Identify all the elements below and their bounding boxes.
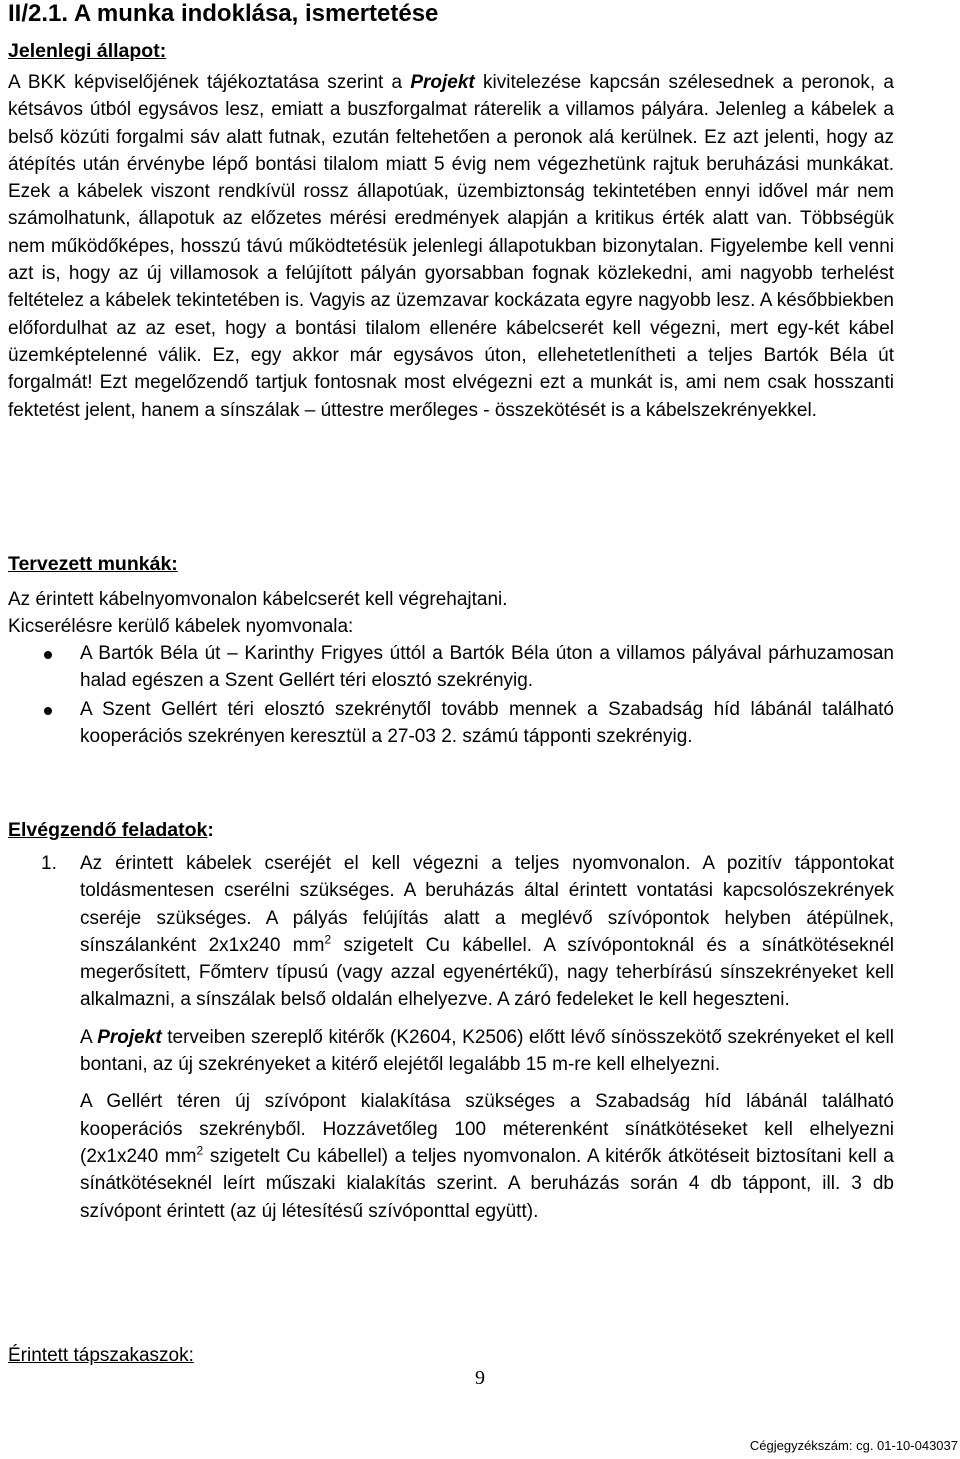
company-registration: Cégjegyzékszám: cg. 01-10-043037 [749, 1438, 958, 1453]
task-paragraph-1 [80, 850, 894, 1014]
bullet-icon [44, 651, 52, 659]
planned-works-line1: Az érintett kábelnyomvonalon kábelcserét kell végrehajtani. [8, 589, 508, 610]
superscript: 2 [196, 1143, 204, 1158]
task-paragraph-2 [80, 1024, 894, 1079]
task-paragraph-3 [80, 1088, 894, 1224]
task3-text-b: szigetelt Cu kábellel) a teljes nyomvonalon. A kitérők átkötéseit biztosítani kell a sínátkötéseknél leírt műszaki kialakítás szerint. A beruházás során 4 db táppont, ill. 3 db szívópont érintett (az új létesítésű szívóponttal együtt). [80, 1145, 894, 1222]
section-tasks [8, 850, 894, 1225]
bullet-icon [44, 707, 52, 715]
task2-text-b: terveiben szereplő kitérők (K2604, K2506) előtt lévő sínösszekötő szekrényeket el kell bontani, az új szekrényeket a kitérő elejétől legalább 15 m-re kell elhelyezni. [80, 1026, 894, 1076]
bullet-text: A Szent Gellért téri elosztó szekrénytől tovább mennek a Szabadság híd lábánál található kooperációs szekrényen keresztül a 27-03 2. számú tápponti szekrényig. [80, 698, 894, 747]
task-text-a: Az érintett kábelek cseréjét el kell végezni a teljes nyomvonalon. A pozitív táppontokat toldásmentesen cserélni szükséges. A beruházás által érintett vontatási kapcsolószekrények cseréje szükséges. A pályás felújítás alatt a meglévő szívópontok helyben átépülnek, sínszálanként 2x1x240 mm [80, 853, 894, 956]
affected-sections-heading: Érintett tápszakaszok: [8, 1345, 194, 1366]
cable-route-list [8, 640, 894, 751]
task-text-b: szigetelt Cu kábellel. A szívópontoknál és a sínátkötéseknél megerősített, Főmterv típusú (vagy azzal egyenértékű), nagy teherbírású sínszekrényeket kell alkalmazni, a sínszálak belső oldalán elhelyezve. A záró fedeleket le kell hegeszteni. [80, 934, 894, 1011]
bullet-text: A Bartók Béla út – Karinthy Frigyes úttól a Bartók Béla úton a villamos pályával párhuzamosan halad egészen a Szent Gellért téri elosztó szekrényig. [80, 643, 894, 692]
planned-works-heading: Tervezett munkák: [8, 553, 178, 575]
current-state-paragraph [8, 69, 894, 424]
section-current-state [8, 38, 894, 424]
list-item [8, 640, 894, 695]
current-state-heading: Jelenlegi állapot: [8, 40, 167, 62]
current-state-text-a: A BKK képviselőjének tájékoztatása szerint a [8, 72, 411, 93]
page-title: II/2.1. A munka indoklása, ismertetése [8, 0, 439, 27]
task2-text-a: A [80, 1026, 98, 1048]
tasks-heading-row [8, 817, 894, 844]
list-item [8, 696, 894, 751]
projekt-term: Projekt [97, 1026, 162, 1048]
projekt-term: Projekt [410, 72, 475, 93]
section-planned-works [8, 551, 894, 641]
task3-text-a: A Gellért téren új szívópont kialakítása szükséges a Szabadság híd lábánál található kooperációs szekrényből. Hozzávetőleg 100 méterenként sínátkötéseket kell elhelyezni (2x1x240 mm [80, 1091, 894, 1167]
planned-works-line2: Kicserélésre kerülő kábelek nyomvonala: [8, 616, 354, 638]
page-number: 9 [475, 1367, 485, 1389]
list-number: 1. [41, 853, 57, 874]
current-state-text-b: kivitelezése kapcsán szélesednek a peronok, a kétsávos útból egysávos lesz, emiatt a buszforgalmat ráterelik a villamos pályára. Jelenleg a kábelek a belső közúti forgalmi sáv alatt futnak, ezután feltehetően a peronok alá kerülnek. Ez azt jelenti, hogy az átépítés után érvénybe lépő bontási tilalom miatt 5 évig nem végezhetünk rajtuk beruházási munkákat. Ezek a kábelek viszont rendkívül rossz állapotúak, üzembiztonság tekintetében ennyi idővel már nem számolhatunk, állapotuk az előzetes mérési eredmények alapján a kritikus érték alatt van. Többségük nem működőképes, hosszú távú működtetésük jelenlegi állapotukban bizonytalan. Figyelembe kell venni azt is, hogy az új villamosok a felújított pályán gyorsabban fognak közlekedni, ami nagyobb terhelést feltételez a kábelek tekintetében is. Vagyis az üzemzavar kockázata egyre nagyobb lesz. A későbbiekben előfordulhat az az eset, hogy a bontási tilalom ellenére kábelcserét kell végezni, mert egy-két kábel üzemképtelenné válik. Ez, egy akkor már egysávos úton, ellehetetlenítheti a teljes Bartók Béla út forgalmát! Ezt megelőzendő tartjuk fontosnak most elvégezni ezt a munkát is, ami nem csak hosszanti fektetést jelent, hanem a sínszálak – úttestre merőleges - összekötését is a kábelszekrényekkel. [8, 72, 894, 421]
superscript: 2 [324, 932, 332, 947]
tasks-heading: Elvégzendő feladatok [8, 819, 208, 841]
tasks-heading-colon: : [207, 819, 214, 841]
